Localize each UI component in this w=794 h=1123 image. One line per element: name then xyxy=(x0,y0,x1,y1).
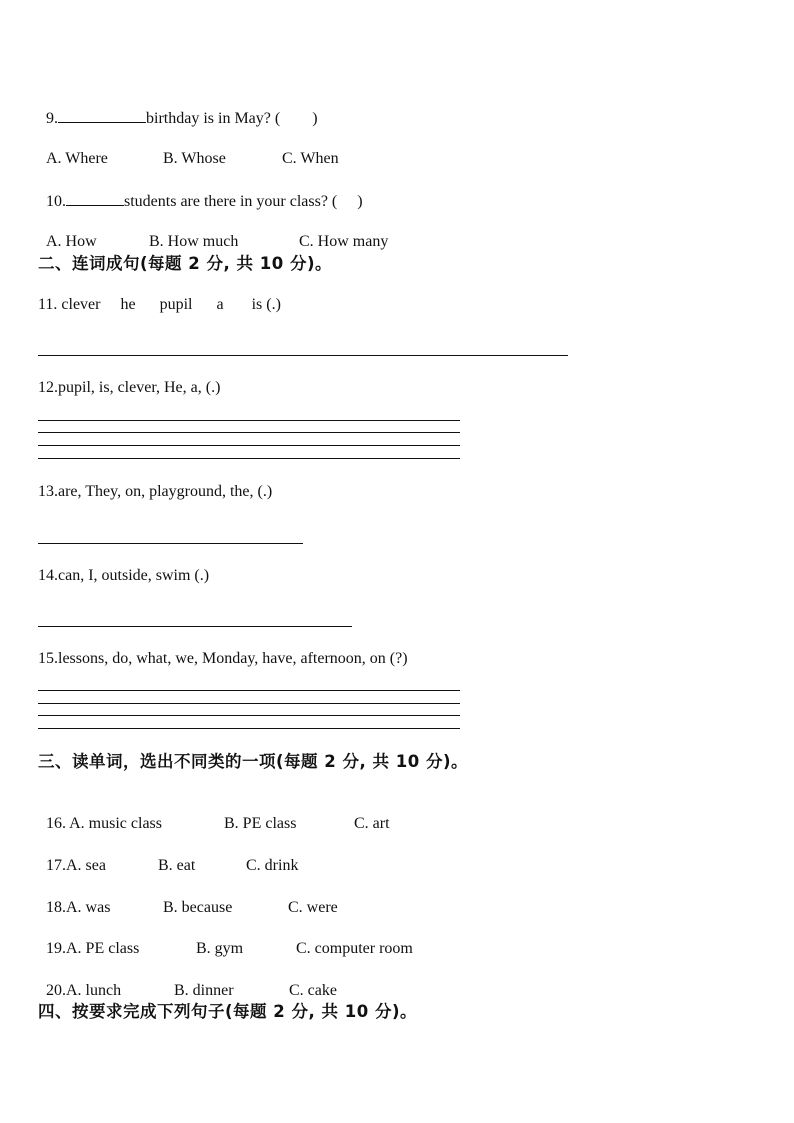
option-c[interactable]: C. drink xyxy=(246,857,299,874)
question-20 xyxy=(38,961,337,1001)
option-a[interactable]: A. PE class xyxy=(66,940,140,957)
section-2-heading: 二、连词成句(每题 2 分, 共 10 分)。 xyxy=(38,254,333,273)
question-11 xyxy=(38,295,281,315)
option-b[interactable]: B. How much xyxy=(149,233,239,250)
option-b[interactable]: B. because xyxy=(163,899,233,916)
question-text: can, I, outside, swim (.) xyxy=(58,567,210,584)
option-a[interactable]: A. lunch xyxy=(66,982,122,999)
answer-line[interactable] xyxy=(38,715,460,716)
answer-line[interactable] xyxy=(38,432,460,433)
question-9-options xyxy=(38,129,339,169)
question-text: pupil, is, clever, He, a, (.) xyxy=(58,379,221,396)
question-10-options xyxy=(38,212,388,252)
option-b[interactable]: B. gym xyxy=(196,940,244,957)
option-c[interactable]: C. cake xyxy=(289,982,337,999)
option-c[interactable]: C. When xyxy=(282,150,339,167)
question-9 xyxy=(38,87,318,129)
question-number: 19. xyxy=(46,940,66,957)
option-a[interactable]: A. sea xyxy=(66,857,106,874)
question-number: 9. xyxy=(46,110,58,127)
option-a[interactable]: A. How xyxy=(46,233,97,250)
question-18 xyxy=(38,878,338,918)
option-a[interactable]: A. Where xyxy=(46,150,108,167)
question-text: birthday is in May? ( ) xyxy=(146,110,318,127)
option-c[interactable]: C. were xyxy=(288,899,338,916)
option-c[interactable]: C. How many xyxy=(299,233,389,250)
question-number: 18. xyxy=(46,899,66,916)
question-17 xyxy=(38,836,298,876)
answer-line[interactable] xyxy=(38,703,460,704)
question-text: students are there in your class? ( ) xyxy=(124,193,363,210)
answer-line[interactable] xyxy=(38,420,460,421)
question-text: . clever he pupil a is (.) xyxy=(53,296,281,313)
question-number: 15. xyxy=(38,650,58,667)
option-a[interactable]: . A. music class xyxy=(62,815,162,832)
answer-line[interactable] xyxy=(38,543,303,544)
question-number: 13. xyxy=(38,483,58,500)
option-b[interactable]: B. PE class xyxy=(224,815,297,832)
option-a[interactable]: A. was xyxy=(66,899,111,916)
question-number: 14. xyxy=(38,567,58,584)
answer-blank[interactable] xyxy=(66,190,124,206)
question-13 xyxy=(38,482,272,502)
answer-line[interactable] xyxy=(38,728,460,729)
question-10 xyxy=(38,170,363,212)
question-number: 20. xyxy=(46,982,66,999)
section-4-heading: 四、按要求完成下列句子(每题 2 分, 共 10 分)。 xyxy=(38,1002,418,1021)
option-b[interactable]: B. eat xyxy=(158,857,196,874)
question-number: 10. xyxy=(46,193,66,210)
question-15 xyxy=(38,649,408,669)
question-text: are, They, on, playground, the, (.) xyxy=(58,483,273,500)
answer-blank[interactable] xyxy=(58,107,146,123)
option-b[interactable]: B. Whose xyxy=(163,150,226,167)
answer-line[interactable] xyxy=(38,690,460,691)
question-19 xyxy=(38,919,413,959)
option-b[interactable]: B. dinner xyxy=(174,982,234,999)
question-number: 16 xyxy=(46,815,62,832)
answer-line[interactable] xyxy=(38,458,460,459)
question-12 xyxy=(38,378,220,398)
question-number: 12. xyxy=(38,379,58,396)
answer-line[interactable] xyxy=(38,445,460,446)
question-16 xyxy=(38,794,390,834)
option-c[interactable]: C. art xyxy=(354,815,390,832)
question-number: 11 xyxy=(38,296,54,313)
answer-line[interactable] xyxy=(38,355,568,356)
answer-line[interactable] xyxy=(38,626,352,627)
option-c[interactable]: C. computer room xyxy=(296,940,413,957)
section-3-heading: 三、读单词，选出不同类的一项(每题 2 分, 共 10 分)。 xyxy=(38,752,469,771)
question-text: lessons, do, what, we, Monday, have, afternoon, on (?) xyxy=(58,650,408,667)
question-number: 17. xyxy=(46,857,66,874)
question-14 xyxy=(38,566,209,586)
